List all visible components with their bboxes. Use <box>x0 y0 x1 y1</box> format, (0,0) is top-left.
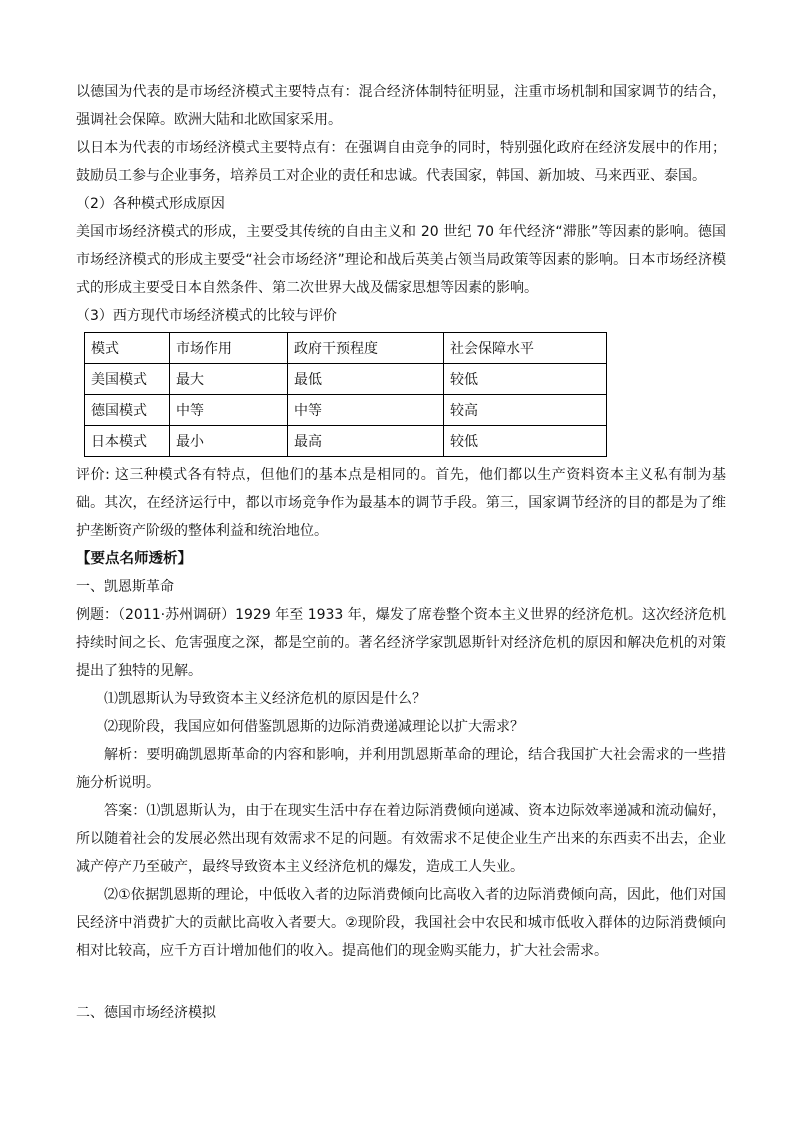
table-header-row <box>85 333 607 364</box>
table-cell: 最高 <box>288 426 444 457</box>
table-cell: 最小 <box>170 426 288 457</box>
table-row <box>85 395 607 426</box>
table-cell: 最低 <box>288 364 444 395</box>
table-cell: 较低 <box>444 364 607 395</box>
answer-1: 答案：⑴凯恩斯认为，由于在现实生活中存在着边际消费倾向递减、资本边际效率递减和流动偏好，所以随着社会的发展必然出现有效需求不足的问题。有效需求不足使企业生产出来的东西卖不出去，企业减产停产乃至破产，最终导致资本主义经济危机的爆发，造成工人失业。 <box>76 803 726 875</box>
comparison-table <box>84 332 607 457</box>
table-cell: 最大 <box>170 364 288 395</box>
table-header-cell: 市场作用 <box>170 333 288 364</box>
table-cell: 较低 <box>444 426 607 457</box>
paragraph-evaluation: 评价: 这三种模式各有特点，但他们的基本点是相同的。首先，他们都以生产资料资本主义私有制为基础。其次，在经济运行中，都以市场竞争作为最基本的调节手段。第三，国家调节经济的目的都是为了维护垄断资产阶级的整体利益和统治地位。 <box>76 467 726 539</box>
table-cell: 中等 <box>288 395 444 426</box>
table-header-cell: 政府干预程度 <box>288 333 444 364</box>
table-header-cell: 社会保障水平 <box>444 333 607 364</box>
table-row <box>85 364 607 395</box>
paragraph-formation-reasons: 美国市场经济模式的形成，主要受其传统的自由主义和 20 世纪 70 年代经济“滞胀”等因素的影响。德国市场经济模式的形成主要受“社会市场经济”理论和战后英美占领当局政策等因素的影响。日本市场经济模式的形成主要受日本自然条件、第二次世界大战及儒家思想等因素的影响。 <box>76 224 726 296</box>
paragraph-germany-model: 以德国为代表的是市场经济模式主要特点有：混合经济体制特征明显，注重市场机制和国家调节的结合，强调社会保障。欧洲大陆和北欧国家采用。 <box>76 84 726 128</box>
table-header-cell: 模式 <box>85 333 170 364</box>
answer-2: ⑵①依据凯恩斯的理论，中低收入者的边际消费倾向比高收入者的边际消费倾向高，因此，他们对国民经济中消费扩大的贡献比高收入者要大。②现阶段，我国社会中农民和城市低收入群体的边际消费倾向相对比较高，应千方百计增加他们的收入。提高他们的现金购买能力，扩大社会需求。 <box>76 887 726 959</box>
heading-formation-reasons: （2）各种模式形成原因 <box>76 196 225 212</box>
heading-comparison: （3）西方现代市场经济模式的比较与评价 <box>76 308 337 324</box>
document-page <box>76 78 726 1027</box>
question-1: ⑴凯恩斯认为导致资本主义经济危机的原因是什么？ <box>104 691 426 707</box>
table-cell: 中等 <box>170 395 288 426</box>
table-cell: 德国模式 <box>85 395 170 426</box>
part2-title: 二、德国市场经济模拟 <box>76 1005 216 1021</box>
question-2: ⑵现阶段，我国应如何借鉴凯恩斯的边际消费递减理论以扩大需求？ <box>104 719 524 735</box>
section-title: 【要点名师透析】 <box>76 551 192 567</box>
analysis: 解析：要明确凯恩斯革命的内容和影响，并利用凯恩斯革命的理论，结合我国扩大社会需求的一些措施分析说明。 <box>76 747 726 791</box>
table-cell: 较高 <box>444 395 607 426</box>
spacer <box>76 965 726 999</box>
table-row <box>85 426 607 457</box>
table-cell: 美国模式 <box>85 364 170 395</box>
example-question: 例题：（2011·苏州调研）1929 年至 1933 年，爆发了席卷整个资本主义世界的经济危机。这次经济危机持续时间之长、危害强度之深，都是空前的。著名经济学家凯恩斯针对经济危机的原因和解决危机的对策提出了独特的见解。 <box>76 607 726 679</box>
table-cell: 日本模式 <box>85 426 170 457</box>
part1-title: 一、凯恩斯革命 <box>76 579 174 595</box>
paragraph-japan-model: 以日本为代表的市场经济模式主要特点有：在强调自由竞争的同时，特别强化政府在经济发展中的作用；鼓励员工参与企业事务，培养员工对企业的责任和忠诚。代表国家，韩国、新加坡、马来西亚、泰国。 <box>76 140 726 184</box>
